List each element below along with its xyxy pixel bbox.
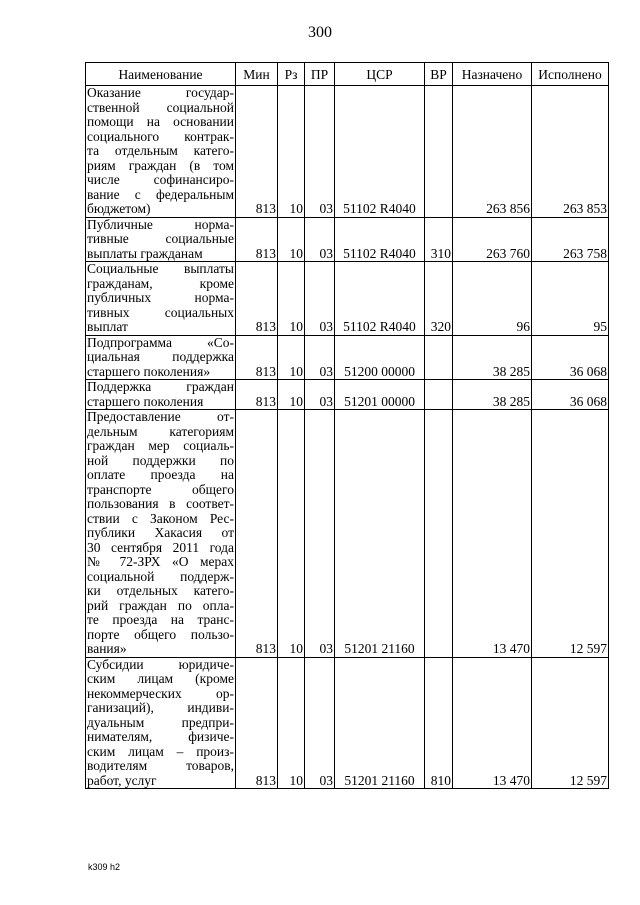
row-vr: [425, 380, 453, 410]
row-name-line: вания»: [87, 641, 127, 656]
row-name-line: та отдельным катего-: [87, 143, 234, 158]
row-name-line: порте общего пользо-: [87, 626, 234, 642]
row-rz: 10: [278, 217, 305, 262]
row-executed: 263 758: [532, 217, 609, 262]
table-row: [86, 380, 609, 410]
header-vr: ВР: [425, 63, 453, 86]
row-name-line: социального контрак-: [87, 128, 234, 144]
row-name-line: Подпрограмма «Со-: [87, 334, 234, 350]
page-number: 300: [308, 24, 332, 41]
row-name-line: гражданам, кроме: [87, 275, 234, 291]
row-name-line: выплаты гражданам: [87, 245, 203, 261]
table-header-row: [86, 63, 609, 86]
row-pr: 03: [305, 217, 335, 262]
row-csr: 51201 21160: [335, 657, 425, 789]
row-pr: 03: [305, 657, 335, 789]
table-row: [86, 657, 609, 789]
row-csr: 51102 R4040: [335, 86, 425, 218]
row-name-line: Субсидии юридиче-: [87, 656, 234, 672]
row-name: [86, 86, 236, 218]
row-name-line: публики Хакасия от: [87, 525, 234, 540]
row-rz: 10: [278, 86, 305, 218]
header-executed: Исполнено: [532, 63, 609, 86]
row-name-line: Социальные выплаты: [87, 261, 234, 276]
row-name-line: дельным категориям: [87, 423, 234, 439]
row-name-line: № 72-ЗРХ «О мерах: [87, 554, 234, 569]
header-pr: ПР: [305, 63, 335, 86]
row-assigned: 263 760: [453, 217, 532, 262]
header-rz: Рз: [278, 63, 305, 86]
table-body: [86, 86, 609, 789]
row-name-line: помощи на основании: [87, 114, 234, 129]
row-name-line: ственной социальной: [87, 99, 234, 115]
row-assigned: 13 470: [453, 410, 532, 658]
row-name-line: ским лицам (кроме: [87, 671, 234, 686]
row-name-line: оплате проезда на: [87, 467, 234, 482]
row-min: 813: [236, 657, 278, 789]
row-executed: 36 068: [532, 380, 609, 410]
row-min: 813: [236, 217, 278, 262]
row-name-line: некоммерческих ор-: [87, 685, 234, 701]
row-executed: 12 597: [532, 410, 609, 658]
row-name-line: граждан мер социаль-: [87, 438, 234, 453]
row-name-line: старшего поколения»: [87, 363, 211, 379]
row-pr: 03: [305, 380, 335, 410]
row-csr: 51200 00000: [335, 335, 425, 380]
row-name-line: пользования в соответ-: [87, 496, 234, 511]
row-vr: 810: [425, 657, 453, 789]
row-assigned: 38 285: [453, 335, 532, 380]
row-rz: 10: [278, 262, 305, 336]
header-assigned: Назначено: [453, 63, 532, 86]
row-vr: [425, 335, 453, 380]
row-name-line: бюджетом): [87, 201, 151, 216]
budget-table: [85, 62, 609, 789]
row-pr: 03: [305, 86, 335, 218]
table-row: [86, 410, 609, 658]
row-name-line: нимателям, физиче-: [87, 729, 234, 744]
row-rz: 10: [278, 410, 305, 658]
row-name-line: ствии с Законом Рес-: [87, 510, 234, 526]
row-name-line: те проезда на транс-: [87, 612, 234, 627]
header-csr: ЦСР: [335, 63, 425, 86]
row-name-line: социальной поддерж-: [87, 568, 234, 584]
row-assigned: 96: [453, 262, 532, 336]
row-name-line: дуальным предпри-: [87, 714, 234, 730]
row-name: [86, 410, 236, 658]
header-min: Мин: [236, 63, 278, 86]
row-name-line: тивные социальные: [87, 231, 234, 246]
row-name-line: ки отдельных катего-: [87, 583, 234, 598]
row-name-line: тивных социальных: [87, 304, 234, 320]
row-name-line: старшего поколения: [87, 393, 204, 409]
table-row: [86, 217, 609, 262]
row-vr: [425, 410, 453, 658]
row-executed: 36 068: [532, 335, 609, 380]
row-name: [86, 380, 236, 410]
row-csr: 51201 00000: [335, 380, 425, 410]
table-row: [86, 86, 609, 218]
row-executed: 12 597: [532, 657, 609, 789]
row-name-line: рий граждан по опла-: [87, 597, 234, 613]
row-min: 813: [236, 262, 278, 336]
row-min: 813: [236, 86, 278, 218]
row-pr: 03: [305, 335, 335, 380]
row-name: [86, 657, 236, 789]
row-name-line: риям граждан (в том: [87, 157, 234, 173]
row-rz: 10: [278, 657, 305, 789]
header-name: Наименование: [86, 63, 236, 86]
row-name: [86, 335, 236, 380]
row-name-line: ной поддержки по: [87, 452, 234, 468]
table-row: [86, 335, 609, 380]
row-vr: 310: [425, 217, 453, 262]
row-min: 813: [236, 410, 278, 658]
row-name-line: ганизаций), индиви-: [87, 700, 234, 715]
row-csr: 51102 R4040: [335, 262, 425, 336]
row-assigned: 38 285: [453, 380, 532, 410]
row-name: [86, 262, 236, 336]
row-vr: [425, 86, 453, 218]
row-name-line: выплат: [87, 319, 128, 334]
row-assigned: 13 470: [453, 657, 532, 789]
row-name-line: Оказание государ-: [87, 85, 234, 100]
row-pr: 03: [305, 262, 335, 336]
row-name-line: Поддержка граждан: [87, 379, 234, 394]
row-csr: 51201 21160: [335, 410, 425, 658]
row-assigned: 263 856: [453, 86, 532, 218]
row-name-line: циальная поддержка: [87, 349, 234, 364]
row-name-line: числе софинансиро-: [87, 172, 234, 187]
row-name: [86, 217, 236, 262]
row-executed: 95: [532, 262, 609, 336]
row-min: 813: [236, 380, 278, 410]
row-name-line: транспорте общего: [87, 481, 234, 497]
row-name-line: вание с федеральным: [87, 186, 234, 202]
row-name-line: Публичные норма-: [87, 216, 234, 232]
row-name-line: ским лицам – произ-: [87, 743, 234, 759]
row-pr: 03: [305, 410, 335, 658]
row-name-line: водителям товаров,: [87, 758, 234, 773]
row-name-line: 30 сентября 2011 года: [87, 539, 234, 555]
footer-code: k309 h2: [88, 862, 121, 872]
row-rz: 10: [278, 335, 305, 380]
row-name-line: Предоставление от-: [87, 409, 234, 424]
row-min: 813: [236, 335, 278, 380]
row-executed: 263 853: [532, 86, 609, 218]
row-name-line: работ, услуг: [87, 772, 157, 788]
row-rz: 10: [278, 380, 305, 410]
table-row: [86, 262, 609, 336]
row-vr: 320: [425, 262, 453, 336]
row-csr: 51102 R4040: [335, 217, 425, 262]
row-name-line: публичных норма-: [87, 290, 234, 305]
